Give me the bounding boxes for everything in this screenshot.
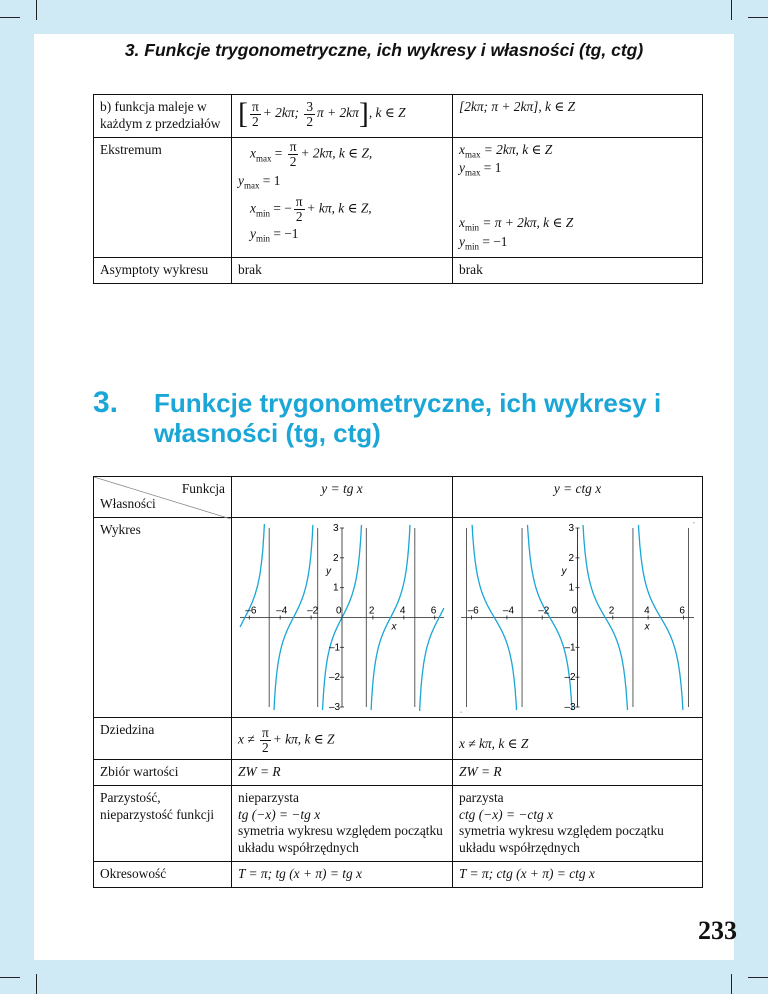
property-cell: Okresowość xyxy=(94,861,232,887)
column-header-ctg: y = ctg x xyxy=(453,477,703,518)
value-cell-cos: $x_{max} = 2k\pi$, k ∈ Z $y_{max} = 1$ $x_{min} = \pi + 2k\pi$, k ∈ Z $y_{min} = -1$ xyxy=(453,137,703,258)
property-cell: Dziedzina xyxy=(94,718,232,760)
tg-graph xyxy=(232,520,452,715)
main-table xyxy=(93,476,703,888)
parity-tg: nieparzysta tg (−x) = −tg x symetria wykresu względem początku układu współrzędnych xyxy=(232,785,453,861)
y-tick-label: 2 xyxy=(333,552,339,564)
y-tick-label: –1 xyxy=(329,642,341,654)
graph-cell-ctg xyxy=(453,518,703,718)
table-header-row xyxy=(94,477,703,518)
property-cell: Zbiór wartości xyxy=(94,760,232,786)
property-cell: Asymptoty wykresu xyxy=(94,258,232,284)
x-axis-label: x xyxy=(391,621,397,633)
domain-ctg: x ≠ kπ, k ∈ Z xyxy=(453,718,703,760)
y-tick-label: –2 xyxy=(329,672,341,684)
table-row xyxy=(94,258,703,284)
period-tg: T = π; tg (x + π) = tg x xyxy=(232,861,453,887)
y-tick-label: –3 xyxy=(564,702,576,713)
column-header-tg: y = tg x xyxy=(232,477,453,518)
crop-mark xyxy=(748,977,768,978)
x-tick-label: 6 xyxy=(679,605,685,617)
x-tick-label: –6 xyxy=(467,605,479,617)
top-table xyxy=(93,94,703,284)
crop-mark xyxy=(0,977,20,978)
x-tick-label: 4 xyxy=(399,605,406,617)
period-ctg: T = π; ctg (x + π) = ctg x xyxy=(453,861,703,887)
y-tick-label: –1 xyxy=(564,642,576,654)
crop-mark xyxy=(731,974,732,994)
table-row xyxy=(94,861,703,887)
table-row xyxy=(94,137,703,258)
value-cell-sin: [ $\frac{\pi}{2}$ + 2kπ; $\frac{3}{2}$ π + 2kπ], k ∈ Z xyxy=(232,95,453,138)
y-tick-label: –2 xyxy=(564,672,576,684)
property-cell: b) funkcja maleje w każdym z przedziałów xyxy=(94,95,232,138)
x-tick-label: 4 xyxy=(644,605,650,617)
value-cell-cos: brak xyxy=(453,258,703,284)
property-cell: Parzystość, nieparzystość funkcji xyxy=(94,785,232,861)
table-row xyxy=(94,95,703,138)
page-number: 233 xyxy=(698,916,737,945)
y-axis-label: y xyxy=(561,566,567,578)
x-tick-label: 0 xyxy=(336,605,342,617)
section-number: 3. xyxy=(93,386,119,419)
x-tick-label: –4 xyxy=(276,605,288,617)
curve-branch xyxy=(420,605,444,711)
y-tick-label: 3 xyxy=(333,523,339,534)
table-row xyxy=(94,718,703,760)
x-tick-label: 6 xyxy=(430,605,437,617)
crop-mark xyxy=(36,974,37,994)
value-cell-cos: [2kπ; π + 2kπ], k ∈ Z xyxy=(453,95,703,138)
domain-tg: x ≠ $\frac{\pi}{2}$ + kπ, k ∈ Z xyxy=(232,718,453,760)
table-row xyxy=(94,785,703,861)
x-axis-label: x xyxy=(644,621,650,633)
y-tick-label: 1 xyxy=(333,582,339,594)
x-tick-label: –6 xyxy=(245,605,257,617)
corner-cell xyxy=(94,477,232,518)
x-tick-label: 0 xyxy=(571,605,578,617)
running-header: 3. Funkcje trygonometryczne, ich wykresy i własności (tg, ctg) xyxy=(124,40,644,60)
y-tick-label: 1 xyxy=(568,582,575,594)
x-tick-label: –4 xyxy=(502,605,515,617)
corner-bottom-label: Własności xyxy=(100,496,156,512)
x-tick-label: –2 xyxy=(307,605,319,617)
y-tick-label: 2 xyxy=(568,552,575,564)
section-title: Funkcje trygonometryczne, ich wykresy i własności (tg, ctg) xyxy=(154,388,662,448)
y-tick-label: 3 xyxy=(568,523,575,534)
table-row xyxy=(94,518,703,718)
ctg-graph xyxy=(453,520,702,715)
property-cell: Wykres xyxy=(94,518,232,718)
range-tg: ZW = R xyxy=(232,760,453,786)
property-cell: Ekstremum xyxy=(94,137,232,258)
x-tick-label: 2 xyxy=(608,605,615,617)
table-row xyxy=(94,760,703,786)
range-ctg: ZW = R xyxy=(453,760,703,786)
corner-top-label: Funkcja xyxy=(181,481,225,496)
value-cell-sin: brak xyxy=(232,258,453,284)
value-cell-sin: $x_{max}$ = $\frac{\pi}{2}$ + 2kπ, k ∈ Z, $y_{max} = 1$ $x_{min}$ = − $\frac{\pi}{2}$ + kπ, k ∈ Z, $y_{min} = -1$ xyxy=(232,137,453,258)
parity-ctg: parzysta ctg (−x) = −ctg x symetria wykresu względem początku układu współrzędnych xyxy=(453,785,703,861)
graph-cell-tg xyxy=(232,518,453,718)
x-tick-label: –2 xyxy=(538,605,550,617)
y-axis-label: y xyxy=(326,566,331,578)
y-tick-label: –3 xyxy=(329,702,341,713)
x-tick-label: 2 xyxy=(368,605,375,617)
